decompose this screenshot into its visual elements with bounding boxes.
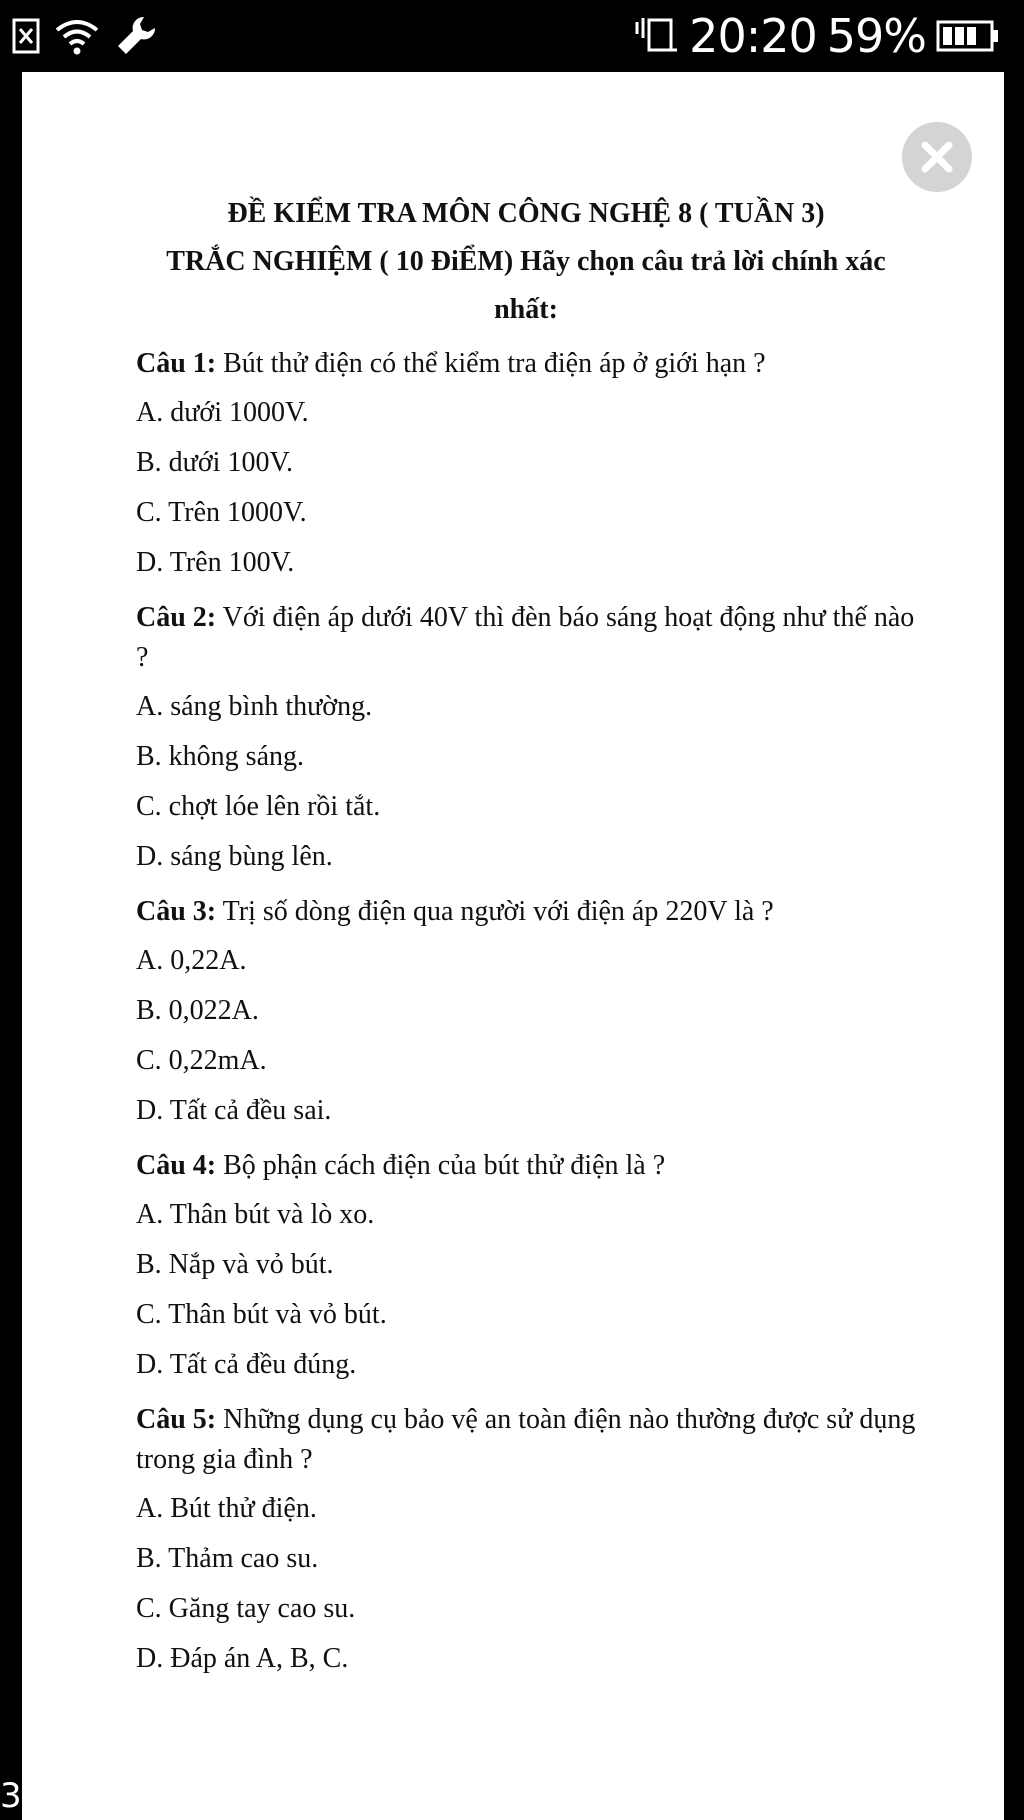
question-label: Câu 1: (136, 348, 217, 379)
vibrate-icon (635, 16, 679, 56)
answer-option: A. Thân bút và lò xo. (136, 1199, 375, 1230)
answer-option: D. Tất cả đều đúng. (136, 1349, 357, 1380)
battery-icon (936, 19, 1000, 53)
screenshot-icon (12, 18, 40, 54)
status-icons-right (635, 8, 1000, 64)
question-label: Câu 2: (136, 602, 217, 633)
question-body: Bộ phận cách điện của bút thử điện là ? (223, 1150, 666, 1181)
question-1 (136, 344, 916, 588)
question-text (136, 892, 916, 932)
answer-option: C. Găng tay cao su. (136, 1593, 356, 1624)
answer-option: D. Tất cả đều sai. (136, 1095, 332, 1126)
answer-option: A. sáng bình thường. (136, 691, 373, 722)
answer-option: C. Trên 1000V. (136, 497, 307, 528)
answer-option: A. 0,22A. (136, 945, 247, 976)
answer-option: A. dưới 1000V. (136, 397, 309, 428)
document-viewer[interactable] (22, 72, 1004, 1820)
status-icons-left (12, 14, 158, 58)
exam-instructions: TRẮC NGHIỆM ( 10 ĐiỂM) Hãy chọn câu trả lời chính xác nhất: (166, 246, 886, 325)
wifi-icon (54, 16, 100, 56)
answer-option: C. chợt lóe lên rồi tắt. (136, 791, 381, 822)
question-body: Những dụng cụ bảo vệ an toàn điện nào thường được sử dụng trong gia đình ? (136, 1404, 916, 1475)
exam-document (136, 190, 916, 1684)
question-label: Câu 5: (136, 1404, 217, 1435)
question-3 (136, 892, 916, 1136)
battery-percent: 59% (826, 9, 926, 63)
question-5 (136, 1400, 916, 1684)
wrench-icon (114, 14, 158, 58)
answer-option: B. không sáng. (136, 741, 304, 772)
answer-option: B. Nắp và vỏ bút. (136, 1249, 334, 1280)
answer-option: B. dưới 100V. (136, 447, 294, 478)
answer-option: D. Trên 100V. (136, 547, 295, 578)
status-bar (0, 0, 1024, 72)
question-label: Câu 3: (136, 896, 217, 927)
question-text (136, 1400, 916, 1480)
question-label: Câu 4: (136, 1150, 217, 1181)
question-body: Trị số dòng điện qua người với điện áp 220V là ? (222, 896, 774, 927)
question-2 (136, 598, 916, 882)
question-text (136, 344, 916, 384)
answer-option: B. 0,022A. (136, 995, 259, 1026)
question-body: Bút thử điện có thể kiểm tra điện áp ở giới hạn ? (223, 348, 766, 379)
page-indicator: 3 (0, 1776, 22, 1816)
close-icon (919, 139, 955, 175)
question-4 (136, 1146, 916, 1390)
answer-option: A. Bút thử điện. (136, 1493, 317, 1524)
question-body: Với điện áp dưới 40V thì đèn báo sáng hoạt động như thế nào ? (136, 602, 915, 673)
answer-option: D. sáng bùng lên. (136, 841, 333, 872)
answer-option: D. Đáp án A, B, C. (136, 1643, 349, 1674)
close-button[interactable] (902, 122, 972, 192)
question-text (136, 1146, 916, 1186)
clock: 20:20 (689, 9, 817, 63)
question-text (136, 598, 916, 678)
exam-title: ĐỀ KIỂM TRA MÔN CÔNG NGHỆ 8 ( TUẦN 3) (227, 198, 825, 229)
answer-option: B. Thảm cao su. (136, 1543, 319, 1574)
answer-option: C. Thân bút và vỏ bút. (136, 1299, 387, 1330)
answer-option: C. 0,22mA. (136, 1045, 267, 1076)
